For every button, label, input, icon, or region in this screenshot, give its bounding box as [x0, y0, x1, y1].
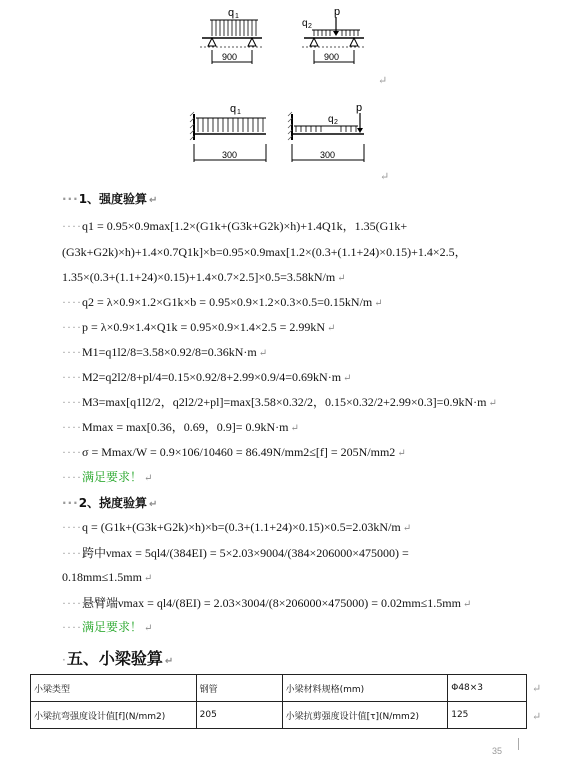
svg-text:q: q — [328, 114, 334, 125]
table-row — [31, 675, 527, 702]
table-cell: Φ48×3 — [448, 675, 527, 702]
table-row — [31, 702, 527, 729]
paragraph-mark: ↵ — [532, 683, 542, 695]
cantilever-deflection: ····悬臂端νmax = ql4/(8EI) = 2.03×3004/(8×206000×475000) = 0.02mm≤1.5mm ↵ — [62, 596, 472, 610]
section-title: ·五、小梁验算 ↵ — [62, 649, 174, 668]
paragraph-mark: ↵ — [532, 711, 542, 723]
q1-formula-line2: (G3k+G2k)×h)+1.4×0.7Q1k]×b=0.95×0.9max[1.2×(0.3+(1.1+24)×0.15)+1.4×2.5， — [62, 245, 467, 259]
table-cell: 125 — [448, 702, 527, 729]
midspan-deflection-line2: 0.18mm≤1.5mm ↵ — [62, 570, 153, 584]
table-cell: 小梁材料规格(mm) — [282, 675, 448, 702]
table-cell: 小梁类型 — [31, 675, 197, 702]
dim-label-a: 900 — [222, 52, 238, 62]
svg-text:1: 1 — [237, 109, 241, 116]
deflection-heading: ···2、挠度验算 ↵ — [62, 496, 158, 510]
page-corner-mark — [518, 738, 531, 750]
m1-formula: ····M1=q1l2/8=3.58×0.92/8=0.36kN·m ↵ — [62, 345, 268, 359]
deflection-q-formula: ····q = (G1k+(G3k+G2k)×h)×b=(0.3+(1.1+24)×0.15)×0.5=2.03kN/m ↵ — [62, 520, 412, 534]
m2-formula: ····M2=q2l2/8+pl/4=0.15×0.92/8+2.99×0.9/4=0.69kN·m ↵ — [62, 370, 352, 384]
midspan-deflection-line1: ····跨中νmax = 5ql4/(384EI) = 5×2.03×9004/(384×206000×475000) = — [62, 546, 409, 560]
paragraph-mark: ↵ — [380, 171, 390, 183]
svg-text:2: 2 — [334, 119, 338, 126]
page-number: 35 — [492, 746, 503, 756]
svg-text:1: 1 — [235, 13, 239, 20]
svg-text:q: q — [230, 103, 237, 115]
svg-text:p: p — [356, 102, 363, 114]
table-cell: 钢管 — [196, 675, 282, 702]
dim-label-b: 900 — [324, 52, 340, 62]
point-load-label-b: p — [334, 6, 341, 18]
dim-label-c: 300 — [222, 150, 238, 160]
dim-label-d: 300 — [320, 150, 336, 160]
q2-formula: ····q2 = λ×0.9×1.2×G1k×b = 0.95×0.9×1.2×0.3×0.5=0.15kN/m ↵ — [62, 295, 383, 309]
svg-text:2: 2 — [308, 23, 312, 30]
strength-heading: ···1、强度验算 ↵ — [62, 192, 158, 206]
sigma-formula: ····σ = Mmax/W = 0.9×106/10460 = 86.49N/mm2≤[f] = 205N/mm2 ↵ — [62, 445, 406, 459]
beam-diagram-b — [298, 4, 368, 68]
mmax-formula: ····Mmax = max[0.36，0.69，0.9]= 0.9kN·m ↵ — [62, 420, 299, 434]
table-cell: 205 — [196, 702, 282, 729]
beam-diagram-a — [196, 4, 266, 68]
strength-ok: ····满足要求！ ↵ — [62, 470, 153, 484]
load-label-a: q — [228, 7, 235, 19]
deflection-ok: ····满足要求！ ↵ — [62, 620, 153, 634]
m3-formula: ····M3=max[q1l2/2，q2l2/2+pl]=max[3.58×0.32/2，0.15×0.32/2+2.99×0.3]=0.9kN·m ↵ — [62, 395, 497, 409]
paragraph-mark: ↵ — [378, 75, 388, 87]
small-beam-params-table — [30, 674, 527, 729]
table-cell: 小梁抗剪强度设计值[τ](N/mm2) — [282, 702, 448, 729]
q1-formula-line1: ····q1 = 0.95×0.9max[1.2×(G1k+(G3k+G2k)×h)+1.4Q1k，1.35(G1k+ — [62, 219, 408, 233]
p-formula: ····p = λ×0.9×1.4×Q1k = 0.95×0.9×1.4×2.5 = 2.99kN ↵ — [62, 320, 336, 334]
table-cell: 小梁抗弯强度设计值[f](N/mm2) — [31, 702, 197, 729]
q1-formula-line3: 1.35×(0.3+(1.1+24)×0.15)+1.4×0.7×2.5]×0.5=3.58kN/m ↵ — [62, 270, 346, 284]
cantilever-diagram-c — [186, 100, 270, 166]
cantilever-diagram-d — [284, 100, 370, 166]
svg-text:q: q — [302, 18, 308, 29]
